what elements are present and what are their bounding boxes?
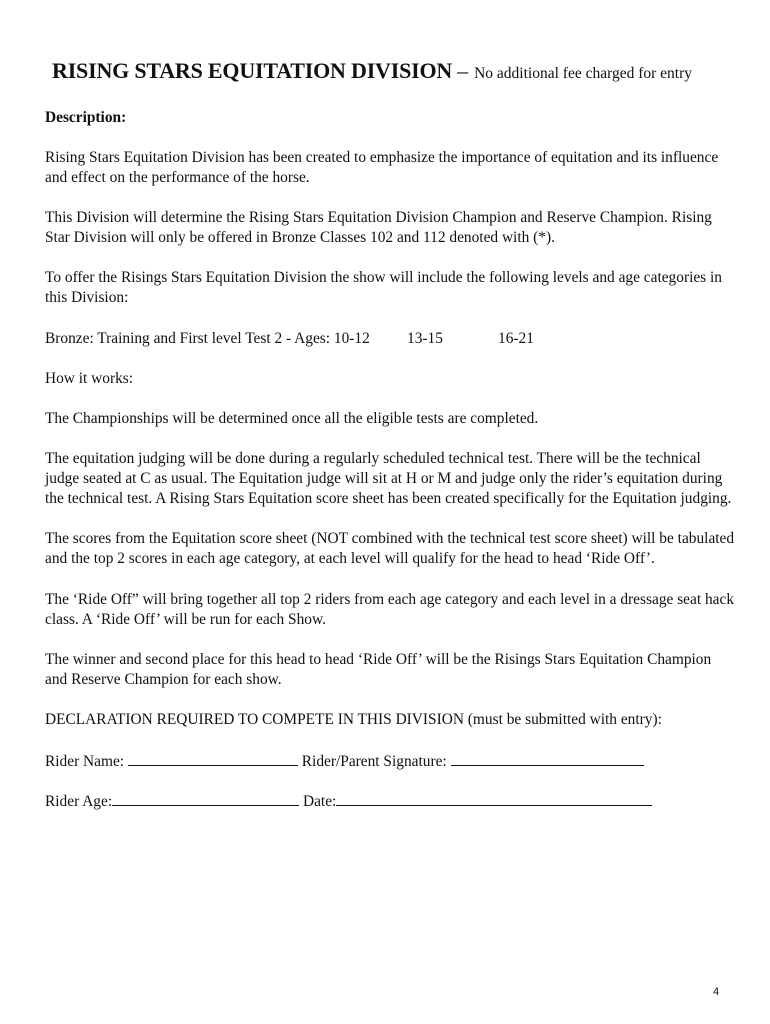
paragraph-champion: This Division will determine the Rising Stars Equitation Division Champion and Reserve Champion. Rising Star Division will only be offered in Bronze Classes 102 and 112 denoted with (*). bbox=[45, 209, 712, 246]
page-heading bbox=[52, 58, 752, 84]
division-title: RISING STARS EQUITATION DIVISION bbox=[52, 58, 453, 83]
paragraph-levels-intro: To offer the Risings Stars Equitation Division the show will include the following levels and age categories in this Division: bbox=[45, 269, 722, 306]
paragraph-purpose: Rising Stars Equitation Division has been created to emphasize the importance of equitation and its influence and effect on the performance of the horse. bbox=[45, 149, 719, 186]
rider-age-label: Rider Age: bbox=[45, 793, 113, 810]
rider-name-row bbox=[45, 750, 735, 772]
paragraph-ride-off: The ‘Ride Off” will bring together all top 2 riders from each age category and each level in a dressage seat hack class. A ‘Ride Off’ will be run for each Show. bbox=[45, 591, 735, 628]
rider-age-row bbox=[45, 790, 735, 812]
date-field[interactable] bbox=[336, 790, 652, 806]
declaration-heading: DECLARATION REQUIRED TO COMPETE IN THIS DIVISION (must be submitted with entry): bbox=[45, 711, 662, 728]
entry-fee-note: No additional fee charged for entry bbox=[474, 65, 693, 82]
title-dash: – bbox=[457, 58, 469, 83]
age-category-13-15: 13-15 bbox=[407, 330, 443, 347]
date-label: Date: bbox=[302, 793, 337, 810]
description-label: Description: bbox=[45, 109, 127, 126]
rider-name-label: Rider Name: bbox=[45, 753, 125, 770]
age-category-16-21: 16-21 bbox=[498, 330, 534, 347]
paragraph-winner: The winner and second place for this head to head ‘Ride Off’ will be the Risings Stars Equitation Champion and Reserve Champion for each show. bbox=[45, 651, 712, 688]
paragraph-championships: The Championships will be determined once all the eligible tests are completed. bbox=[45, 410, 539, 427]
signature-label: Rider/Parent Signature: bbox=[301, 753, 447, 770]
how-it-works-label: How it works: bbox=[45, 370, 134, 387]
levels-bronze-label: Bronze: Training and First level Test 2 - Ages: 10-12 bbox=[45, 330, 370, 347]
rider-name-field[interactable] bbox=[128, 750, 298, 766]
page-number: 4 bbox=[713, 986, 720, 998]
signature-field[interactable] bbox=[451, 750, 644, 766]
rider-age-field[interactable] bbox=[112, 790, 299, 806]
levels-line bbox=[45, 329, 735, 349]
paragraph-judging: The equitation judging will be done during a regularly scheduled technical test. There will be the technical judge seated at C as usual. The Equitation judge will sit at H or M and judge only the rider’s equitation during the technical test. A Rising Stars Equitation score sheet has been created specifically for the Equitation judging. bbox=[45, 450, 732, 507]
paragraph-scores: The scores from the Equitation score sheet (NOT combined with the technical test score sheet) will be tabulated and the top 2 scores in each age category, at each level will qualify for the head to head ‘Ride Off’. bbox=[45, 530, 735, 567]
